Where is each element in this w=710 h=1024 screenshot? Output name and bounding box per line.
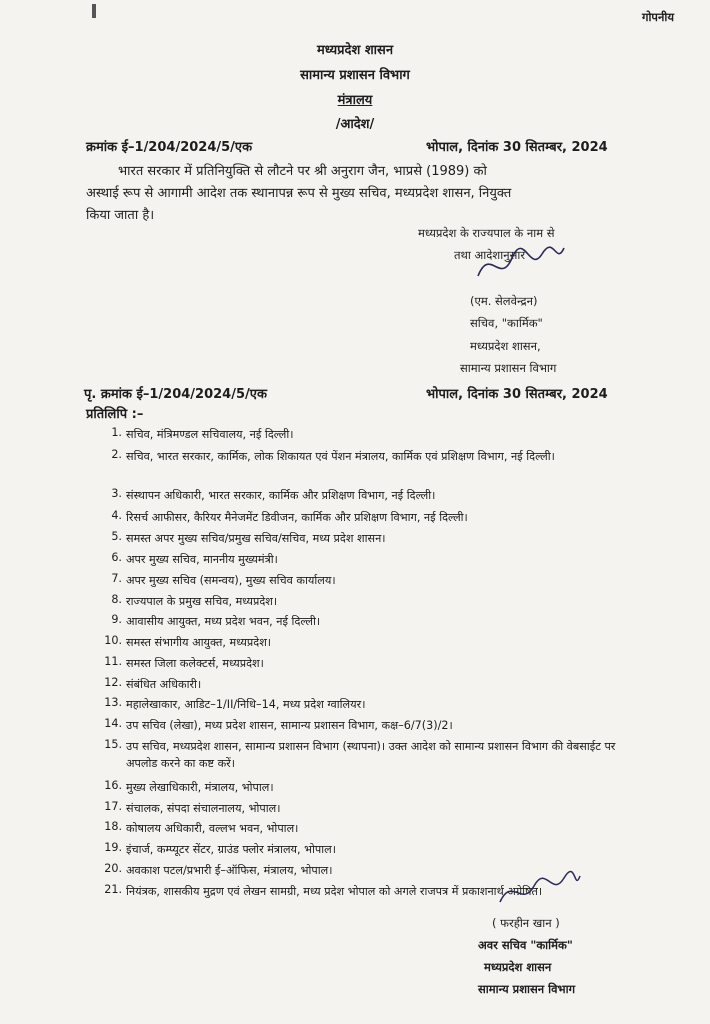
signatory-2-office-1: मध्यप्रदेश शासन [484, 960, 552, 974]
order-body-line-1: भारत सरकार में प्रतिनियुक्ति से लौटने पर श्री अनुराग जैन, भाप्रसे (1989) को [118, 164, 487, 179]
header-secretariat: मंत्रालय [337, 93, 373, 108]
order-date: भोपाल, दिनांक 30 सितम्बर, 2024 [426, 140, 608, 155]
order-number: क्रमांक ई–1/204/2024/5/एक [86, 140, 253, 155]
authority-line-1: मध्यप्रदेश के राज्यपाल के नाम से [418, 226, 555, 240]
header-state-govt: मध्यप्रदेश शासन [316, 43, 394, 58]
signature-1 [470, 236, 570, 296]
header-order-title: /आदेश/ [335, 117, 375, 132]
signatory-2-name: ( फरहीन खान ) [492, 916, 560, 930]
signatory-1-name: (एम. सेलवेन्द्रन) [470, 294, 538, 308]
copy-to-label: प्रतिलिपि :– [86, 407, 144, 422]
endorsement-number: पृ. क्रमांक ई–1/204/2024/5/एक [84, 387, 267, 402]
order-body-line-2: अस्थाई रूप से आगामी आदेश तक स्थानापन्न रूप से मुख्य सचिव, मध्यप्रदेश शासन, नियुक्त [86, 186, 512, 201]
scan-mark [92, 4, 96, 18]
authority-line-2: तथा आदेशानुसार [454, 248, 526, 262]
signatory-2-office-2: सामान्य प्रशासन विभाग [478, 982, 576, 996]
signature-2 [494, 868, 584, 914]
classification-label: गोपनीय [641, 10, 674, 24]
endorsement-date: भोपाल, दिनांक 30 सितम्बर, 2024 [426, 387, 608, 402]
signatory-2-designation: अवर सचिव "कार्मिक" [478, 938, 573, 952]
signatory-1-office-1: मध्यप्रदेश शासन, [470, 339, 541, 353]
signatory-1-office-2: सामान्य प्रशासन विभाग [460, 361, 557, 375]
order-body-line-3: किया जाता है। [86, 208, 155, 223]
signatory-1-designation: सचिव, "कार्मिक" [470, 316, 543, 330]
header-department: सामान्य प्रशासन विभाग [300, 68, 410, 83]
document-page: गोपनीय मध्यप्रदेश शासन सामान्य प्रशासन विभाग मंत्रालय /आदेश/ क्रमांक ई–1/204/2024/5/एक भोपाल, दिनांक 30 सितम्बर, 2024 भारत सरकार में प्रतिनियुक्ति से लौटने पर श्री अनुराग जैन, भाप्रसे (1989) को अस्थाई रूप से आगामी आदेश तक स्थानापन्न रूप से मुख्य सचिव, मध्यप्रदेश शासन, नियुक्त किया जाता है। मध्यप्रदेश के राज्यपाल के नाम से तथा आदेशानुसार (एम. सेलवेन्द्रन) सचिव, "कार्मिक" मध्यप्रदेश शासन, सामान्य प्रशासन विभाग पृ. क्रमांक ई–1/204/2024/5/एक भोपाल, दिनांक 30 सितम्बर, 2024 प्रतिलिपि :– 1. सचिव, मंत्रिमण्डल सचिवालय, नई दिल्ली। 2. सचिव, भारत सरकार, कार्मिक, लोक शिकायत एवं पेंशन मंत्रालय, कार्मिक एवं प्रशिक्षण विभाग, नई दिल्ली। 3. संस्थापन अधिकारी, भारत सरकार, कार्मिक और प्रशिक्षण विभाग, नई दिल्ली। 4. रिसर्च आफीसर, कैरियर मैनेजमेंट डिवीजन, कार्मिक और प्रशिक्षण विभाग, नई दिल्ली। 5. समस्त अपर मुख्य सचिव/प्रमुख सचिव/सचिव, मध्य प्रदेश शासन। 6. अपर मुख्य सचिव, माननीय मुख्यमंत्री। 7. अपर मुख्य सचिव (समन्वय), मुख्य सचिव कार्यालय। 8. राज्यपाल के प्रमुख सचिव, मध्यप्रदेश। 9. आवासीय आयुक्त, मध्य प्रदेश भवन, नई दिल्ली। 10. समस्त संभागीय आयुक्त, मध्यप्रदेश। 11. समस्त जिला कलेक्टर्स, मध्यप्रदेश। 12. संबंधित अधिकारी। 13. महालेखाकार, आडिट–1/II/निधि–14, मध्य प्रदेश ग्वालियर। 14. उप सचिव (लेखा), मध्य प्रदेश शासन, सामान्य प्रशासन विभाग, कक्ष–6/7(3)/2। 15. उप सचिव, मध्यप्रदेश शासन, सामान्य प्रशासन विभाग (स्थापना)। उक्त आदेश को सामान्य प्रशासन विभाग की वेबसाईट पर अपलोड करने का कष्ट करें। 16. मुख्य लेखाधिकारी, मंत्रालय, भोपाल। 17. संचालक, संपदा संचालनालय, भोपाल। 18. कोषालय अधिकारी, वल्लभ भवन, भोपाल। 19. इंचार्ज, कम्प्यूटर सेंटर, ग्राउंड फ्लोर मंत्रालय, भोपाल। 20. अवकाश पटल/प्रभारी ई–ऑफिस, मंत्रालय, भोपाल। 21. नियंत्रक, शासकीय मुद्रण एवं लेखन सामग्री, मध्य प्रदेश भोपाल को अगले राजपत्र में प्रकाशनार्थ अग्रेषित। ( फरहीन खान ) अवर सचिव "कार्मिक" मध्यप्रदेश शासन सामान्य प्रशासन विभाग [0, 0, 710, 1024]
